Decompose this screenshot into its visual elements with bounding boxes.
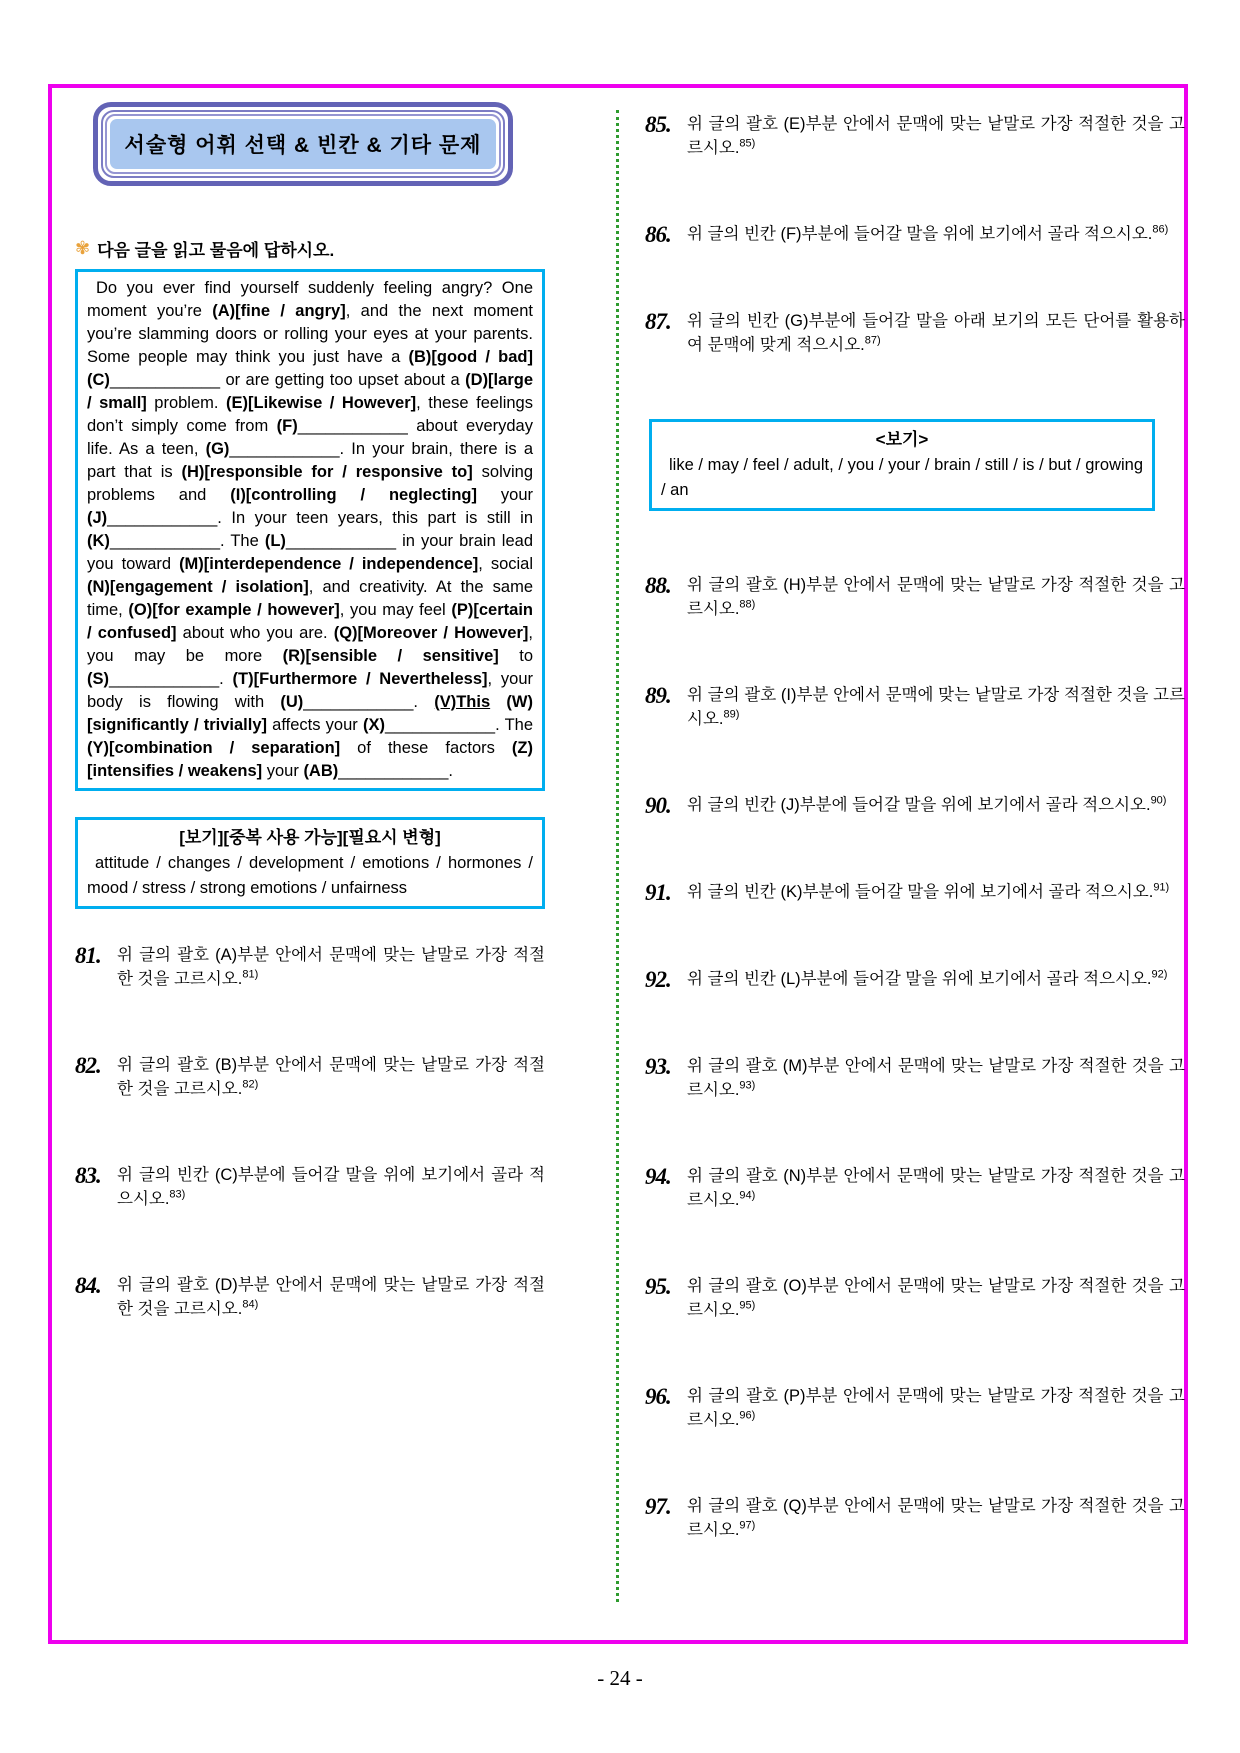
question-95 — [645, 1274, 1185, 1322]
passage-run: , you may feel — [339, 601, 452, 619]
choice-bold: (A)[fine / angry] — [212, 302, 346, 320]
passage-box — [75, 269, 545, 791]
choice-bold: (J) — [87, 509, 108, 527]
fill-in-blank: ____________ — [109, 371, 221, 389]
footnote-ref: 92) — [1151, 968, 1168, 981]
question-text: 위 글의 괄호 (P)부분 안에서 문맥에 맞는 낱말로 가장 적절한 것을 고르시오.$^{96)}$ — [687, 1387, 1185, 1429]
choice-bold: (W)[significantly / trivially] — [87, 693, 533, 734]
passage-run: . — [413, 693, 435, 711]
flower-icon: ✾ — [75, 238, 91, 258]
fill-in-blank: ____________ — [303, 693, 414, 711]
fill-in-blank: ____________ — [285, 532, 397, 550]
footnote-ref: 93) — [739, 1079, 756, 1092]
passage-run: . In your brain, there is a part that is — [87, 440, 533, 481]
question-91 — [645, 880, 1185, 905]
passage-run: , social — [478, 555, 534, 573]
word-bank-2-words: like / may / feel / adult, / you / your / brain / still / is / but / growing / an — [661, 456, 1143, 499]
instruction-text: 다음 글을 읽고 물음에 답하시오. — [97, 241, 335, 260]
question-text: 위 글의 괄호 (O)부분 안에서 문맥에 맞는 낱말로 가장 적절한 것을 고르시오.$^{95)}$ — [687, 1277, 1185, 1319]
question-number: 89. — [645, 683, 671, 708]
fill-in-blank: ____________ — [338, 762, 449, 780]
page-number: - 24 - — [597, 1666, 643, 1690]
question-text: 위 글의 괄호 (N)부분 안에서 문맥에 맞는 낱말로 가장 적절한 것을 고르시오.$^{94)}$ — [687, 1167, 1185, 1209]
choice-bold: (O)[for example / however] — [128, 601, 340, 619]
question-text: 위 글의 괄호 (A)부분 안에서 문맥에 맞는 낱말로 가장 적절한 것을 고르시오.$^{81)}$ — [117, 946, 545, 988]
footnote-ref: 95) — [739, 1299, 756, 1312]
passage-run: . — [219, 670, 233, 688]
word-bank-1-header: [보기][중복 사용 가능][필요시 변형] — [179, 828, 441, 847]
passage-run: . — [448, 762, 453, 780]
question-number: 97. — [645, 1494, 671, 1519]
question-number: 87. — [645, 309, 671, 334]
page-border-frame — [48, 84, 1188, 1644]
passage-run — [490, 693, 506, 711]
footnote-ref: 83) — [169, 1188, 186, 1201]
question-89 — [645, 683, 1185, 731]
section-title: 서술형 어휘 선택 & 빈칸 & 기타 문제 — [124, 134, 482, 157]
choice-bold: (D)[large / small] — [87, 371, 533, 412]
questions-left — [75, 943, 545, 1321]
passage-run: about who you are. — [176, 624, 334, 642]
passage-run: or are getting too upset about a — [220, 371, 466, 389]
question-number: 90. — [645, 793, 671, 818]
question-text: 위 글의 빈칸 (J)부분에 들어갈 말을 위에 보기에서 골라 적으시오.$^{90)}$ — [687, 794, 1167, 814]
question-84 — [75, 1273, 545, 1321]
title-ring-inner — [110, 119, 496, 169]
footnote-ref: 97) — [739, 1519, 756, 1532]
choice-bold: (AB) — [303, 762, 339, 780]
title-ring-2 — [101, 110, 505, 178]
question-number: 82. — [75, 1053, 101, 1078]
fill-in-blank: ____________ — [109, 670, 220, 688]
question-number: 84. — [75, 1273, 101, 1298]
footnote-ref: 86) — [1152, 223, 1169, 236]
question-number: 94. — [645, 1164, 671, 1189]
title-ring-3 — [105, 114, 501, 174]
choice-bold: (H)[responsible for / responsive to] — [181, 463, 473, 481]
question-82 — [75, 1053, 545, 1101]
passage-run: affects your — [267, 716, 363, 734]
passage-run: , these feelings don’t simply come from — [87, 394, 533, 435]
questions-right-bottom — [645, 573, 1185, 1542]
word-bank-2-header: <보기> — [875, 430, 929, 449]
choice-bold: (N)[engagement / isolation] — [87, 578, 309, 596]
word-bank-1-words: attitude / changes / development / emotions / hormones / mood / stress / strong emotions / unfairness — [87, 854, 533, 897]
question-83 — [75, 1163, 545, 1211]
choice-bold: (T)[Furthermore / Nevertheless] — [232, 670, 488, 688]
fill-in-blank: ____________ — [297, 417, 408, 435]
passage-run: , and the next moment you’re slamming doors or rolling your eyes at your parents. Some people may think you just have a — [87, 302, 533, 366]
question-number: 86. — [645, 222, 671, 247]
right-column — [645, 92, 1185, 1604]
question-number: 81. — [75, 943, 101, 968]
question-text: 위 글의 빈칸 (G)부분에 들어갈 말을 아래 보기의 모든 단어를 활용하여 문맥에 맞게 적으시오.$^{87)}$ — [687, 312, 1185, 354]
question-92 — [645, 967, 1185, 992]
question-87 — [645, 309, 1185, 357]
footnote-ref: 81) — [242, 968, 259, 981]
passage-run: . The — [220, 532, 265, 550]
passage-run: solving problems and — [87, 463, 533, 504]
footnote-ref: 84) — [242, 1298, 259, 1311]
fill-in-blank: ____________ — [229, 440, 340, 458]
passage-run: of these factors — [340, 739, 512, 757]
question-text: 위 글의 괄호 (D)부분 안에서 문맥에 맞는 낱말로 가장 적절한 것을 고르시오.$^{84)}$ — [117, 1276, 545, 1318]
choice-bold: (B)[good / bad] (C) — [87, 348, 534, 389]
question-text: 위 글의 빈칸 (C)부분에 들어갈 말을 위에 보기에서 골라 적으시오.$^{83)}$ — [117, 1166, 545, 1208]
passage-run: in your brain lead you toward — [87, 532, 533, 573]
footnote-ref: 89) — [723, 708, 740, 721]
passage-run: , you may be more — [87, 624, 533, 665]
passage-run: about everyday life. As a teen, — [87, 417, 533, 458]
question-number: 92. — [645, 967, 671, 992]
question-number: 88. — [645, 573, 671, 598]
word-bank-2 — [649, 419, 1155, 511]
question-86 — [645, 222, 1185, 247]
question-text: 위 글의 괄호 (B)부분 안에서 문맥에 맞는 낱말로 가장 적절한 것을 고르시오.$^{82)}$ — [117, 1056, 545, 1098]
choice-bold: (P)[certain / confused] — [87, 601, 533, 642]
choice-bold: (Q)[Moreover / However] — [333, 624, 529, 642]
question-number: 93. — [645, 1054, 671, 1079]
footnote-ref: 88) — [739, 598, 756, 611]
question-number: 91. — [645, 880, 671, 905]
choice-bold: (G) — [205, 440, 230, 458]
footnote-ref: 94) — [739, 1189, 756, 1202]
question-text: 위 글의 괄호 (E)부분 안에서 문맥에 맞는 낱말로 가장 적절한 것을 고르시오.$^{85)}$ — [687, 115, 1185, 157]
footnote-ref: 90) — [1150, 794, 1167, 807]
choice-bold: (Y)[combination / separation] — [87, 739, 341, 757]
passage-text — [87, 277, 533, 783]
passage-run: . The — [495, 716, 533, 734]
word-bank-1 — [75, 817, 545, 909]
choice-bold: (M)[interdependence / independence] — [179, 555, 479, 573]
footnote-ref: 87) — [864, 334, 881, 347]
question-text: 위 글의 괄호 (H)부분 안에서 문맥에 맞는 낱말로 가장 적절한 것을 고르시오.$^{88)}$ — [687, 576, 1185, 618]
instruction-line — [75, 236, 545, 261]
choice-bold: (I)[controlling / neglecting] — [230, 486, 477, 504]
passage-run: , your body is flowing with — [87, 670, 533, 711]
question-number: 83. — [75, 1163, 101, 1188]
question-text: 위 글의 괄호 (I)부분 안에서 문맥에 맞는 낱말로 가장 적절한 것을 고르시오.$^{89)}$ — [687, 686, 1185, 728]
question-94 — [645, 1164, 1185, 1212]
question-81 — [75, 943, 545, 991]
choice-bold-underline: (V)This — [434, 693, 491, 711]
question-number: 85. — [645, 112, 671, 137]
fill-in-blank: ____________ — [109, 532, 221, 550]
passage-run: problem. — [146, 394, 226, 412]
choice-bold: (S) — [87, 670, 109, 688]
footnote-ref: 96) — [739, 1409, 756, 1422]
footnote-ref: 85) — [739, 137, 756, 150]
passage-run: your — [262, 762, 304, 780]
question-85 — [645, 112, 1185, 160]
question-90 — [645, 793, 1185, 818]
choice-bold: (E)[Likewise / However] — [226, 394, 417, 412]
left-column — [75, 92, 545, 1383]
question-text: 위 글의 괄호 (M)부분 안에서 문맥에 맞는 낱말로 가장 적절한 것을 고르시오.$^{93)}$ — [687, 1057, 1185, 1099]
passage-run: Do you ever find yourself suddenly feeling angry? One moment you’re — [87, 279, 533, 320]
question-text: 위 글의 괄호 (Q)부분 안에서 문맥에 맞는 낱말로 가장 적절한 것을 고르시오.$^{97)}$ — [687, 1497, 1185, 1539]
passage-run: to — [498, 647, 533, 665]
choice-bold: (Z)[intensifies / weakens] — [87, 739, 533, 780]
footnote-ref: 91) — [1153, 881, 1170, 894]
passage-run: your — [476, 486, 533, 504]
question-96 — [645, 1384, 1185, 1432]
question-text: 위 글의 빈칸 (K)부분에 들어갈 말을 위에 보기에서 골라 적으시오.$^{91)}$ — [687, 881, 1170, 901]
question-97 — [645, 1494, 1185, 1542]
choice-bold: (X) — [362, 716, 385, 734]
question-text: 위 글의 빈칸 (F)부분에 들어갈 말을 위에 보기에서 골라 적으시오.$^{86)}$ — [687, 223, 1169, 243]
choice-bold: (K) — [87, 532, 110, 550]
choice-bold: (U) — [280, 693, 304, 711]
question-number: 96. — [645, 1384, 671, 1409]
fill-in-blank: ____________ — [107, 509, 218, 527]
passage-run: . In your teen years, this part is still in — [217, 509, 533, 527]
footnote-ref: 82) — [242, 1078, 259, 1091]
section-title-box — [93, 102, 513, 186]
choice-bold: (R)[sensible / sensitive] — [282, 647, 499, 665]
passage-run: , and creativity. At the same time, — [87, 578, 533, 619]
question-93 — [645, 1054, 1185, 1102]
choice-bold: (L) — [264, 532, 286, 550]
column-divider — [616, 110, 619, 1602]
question-text: 위 글의 빈칸 (L)부분에 들어갈 말을 위에 보기에서 골라 적으시오.$^{92)}$ — [687, 968, 1168, 988]
question-88 — [645, 573, 1185, 621]
fill-in-blank: ____________ — [384, 716, 496, 734]
choice-bold: (F) — [276, 417, 298, 435]
question-number: 95. — [645, 1274, 671, 1299]
questions-right-top — [645, 112, 1185, 357]
